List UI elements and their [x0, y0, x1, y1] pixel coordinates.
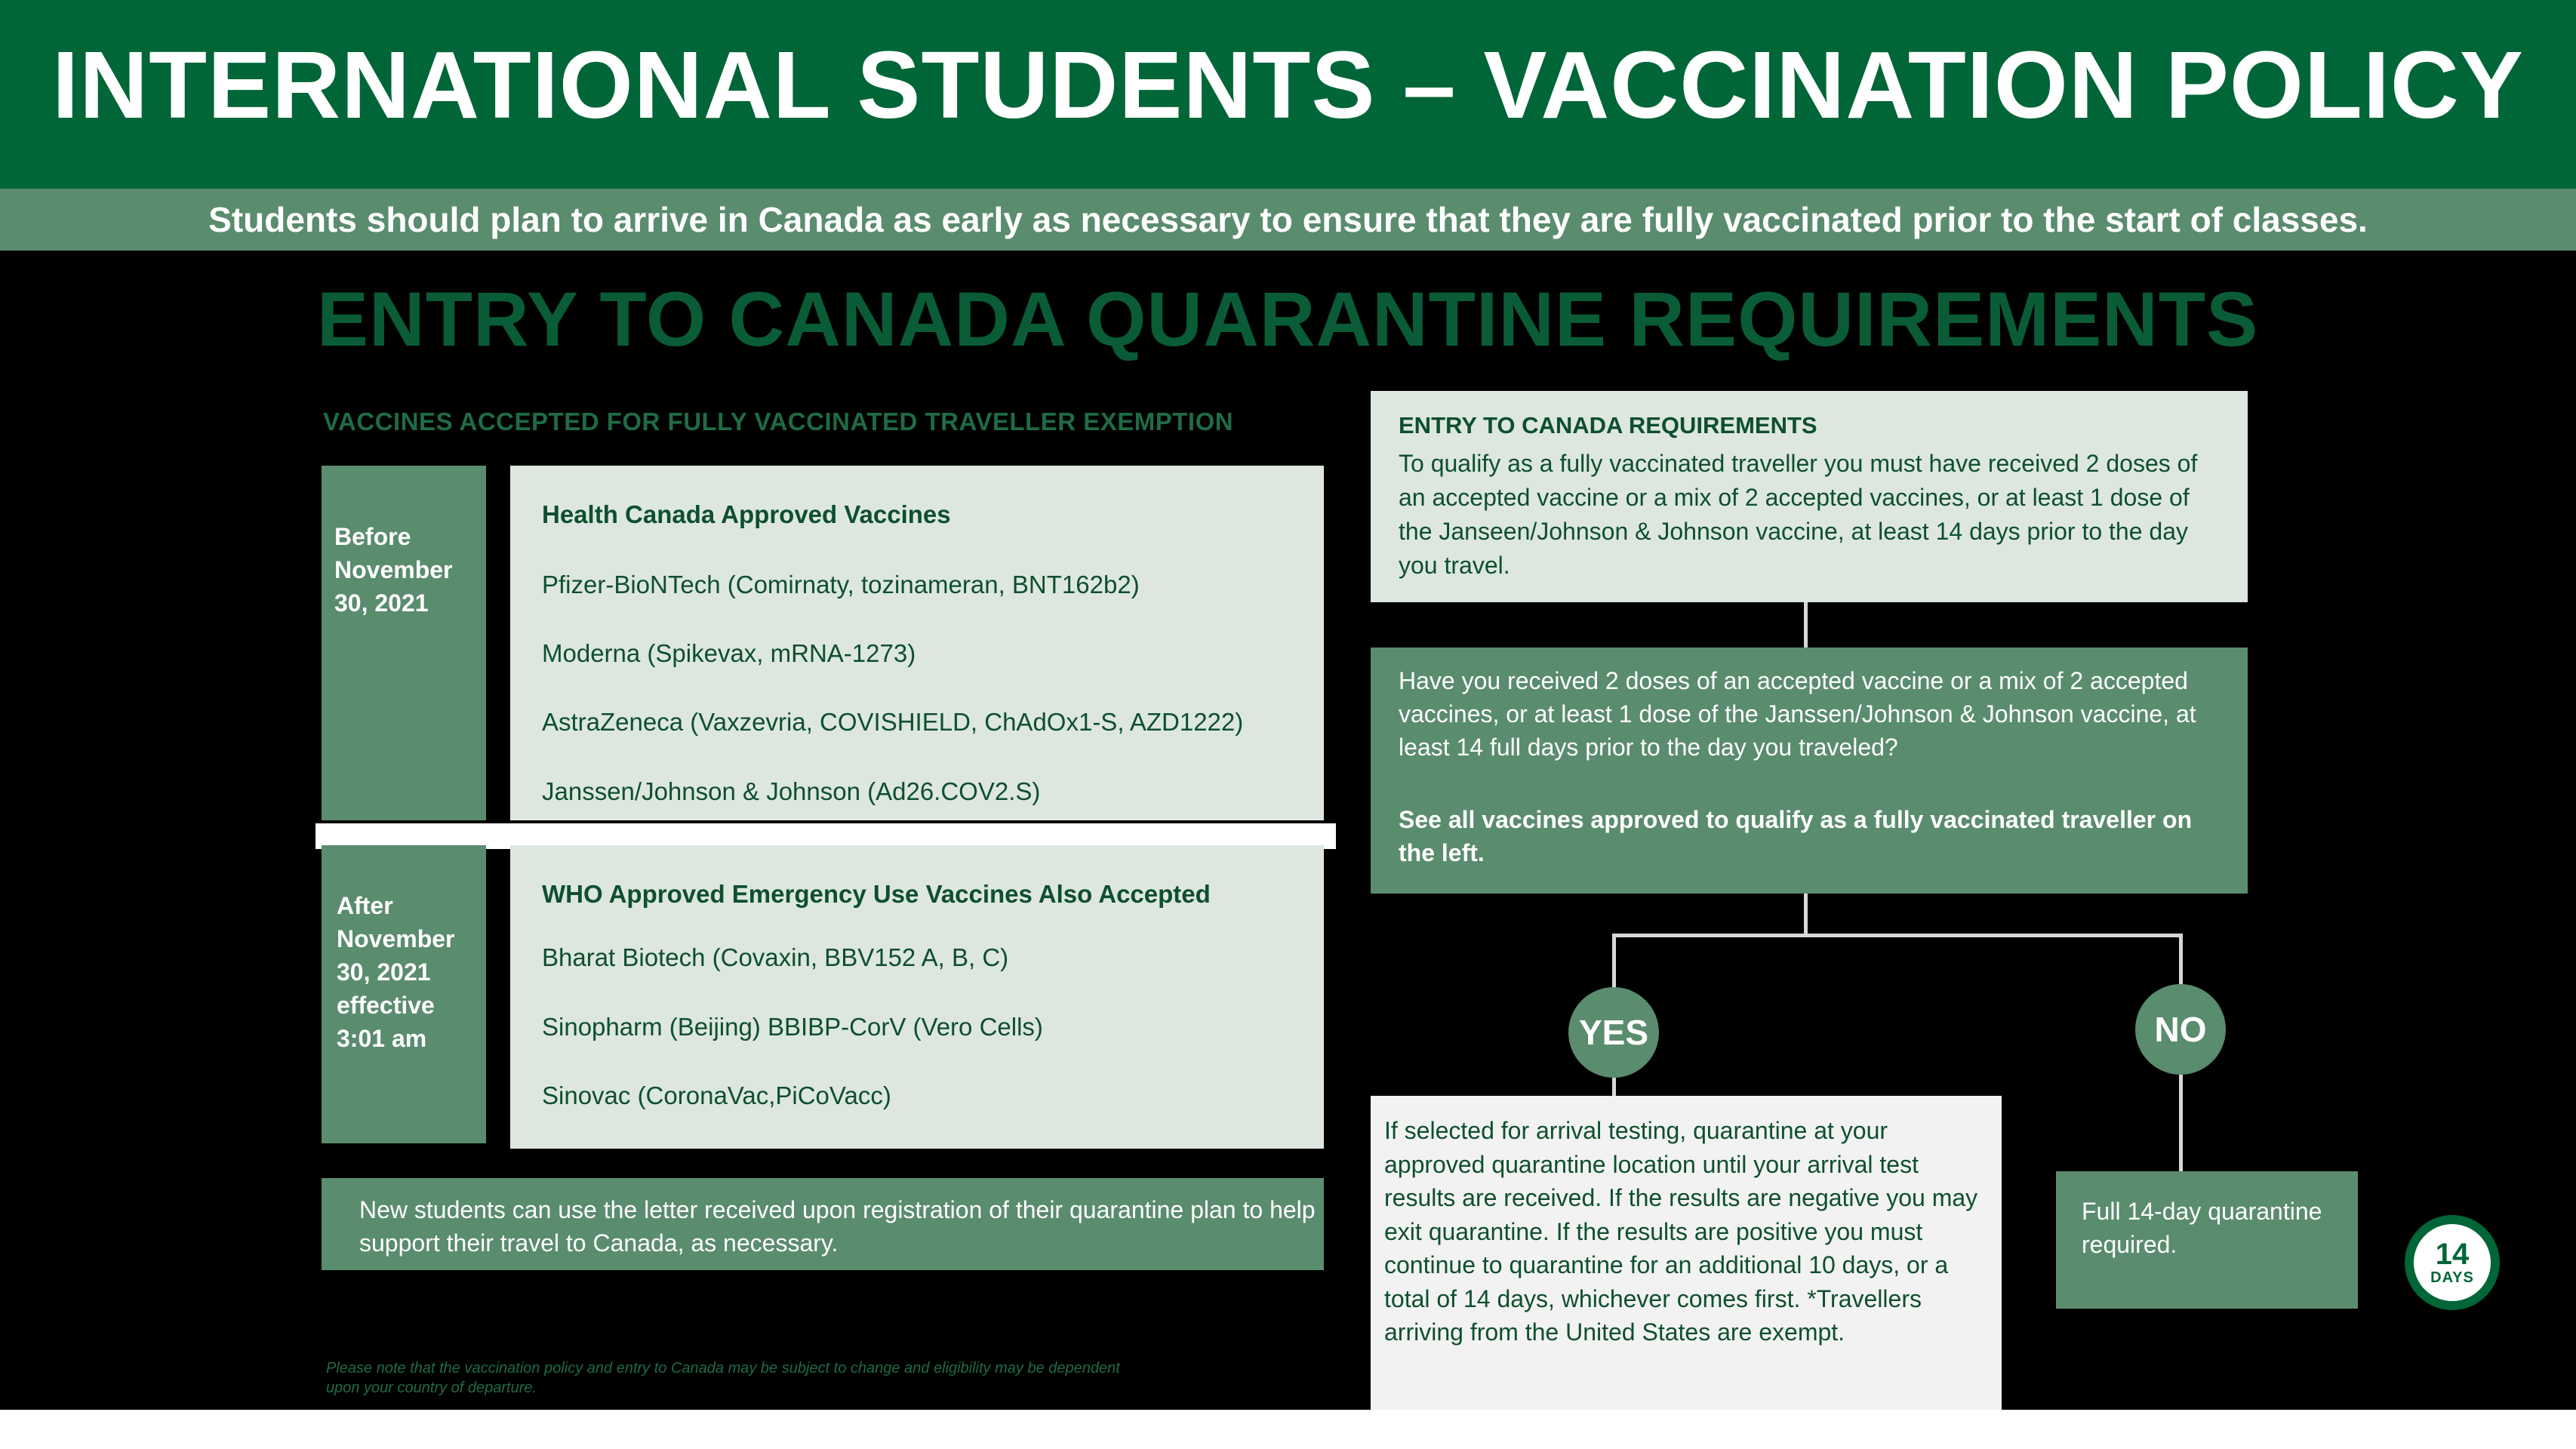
question-note: See all vaccines approved to qualify as a fully vaccinated traveller on the left.: [1399, 806, 2193, 866]
page-title: INTERNATIONAL STUDENTS – VACCINATION POLICY: [52, 32, 2524, 138]
requirements-body: To qualify as a fully vaccinated traveller you must have received 2 doses of an accepted vaccine or a mix of 2 accepted vaccines, or at least 1 dose of the Janseen/Johnson & Johnson vaccine, at least 14 days prior to the day you travel.: [1399, 450, 2198, 579]
date-line: effective: [337, 992, 435, 1019]
health-canada-vaccines-panel: [510, 466, 1324, 820]
vaccine-item: Janssen/Johnson & Johnson (Ad26.COV2.S): [542, 777, 1041, 805]
date-line: 3:01 am: [337, 1025, 427, 1052]
vaccine-item: Sinovac (CoronaVac,PiCoVacc): [542, 1081, 891, 1109]
vaccine-item: AstraZeneca (Vaxzevria, COVISHIELD, ChAdOx1-S, AZD1222): [542, 708, 1244, 736]
before-date-box: [322, 466, 486, 820]
requirements-title: ENTRY TO CANADA REQUIREMENTS: [1399, 412, 1817, 438]
date-line: November: [334, 556, 453, 583]
vaccine-item: Moderna (Spikevax, mRNA-1273): [542, 639, 916, 667]
no-circle: NO: [2135, 984, 2226, 1075]
connector-line: [2179, 1075, 2183, 1171]
section-title: ENTRY TO CANADA QUARANTINE REQUIREMENTS: [317, 276, 2259, 362]
connector-line: [2179, 934, 2183, 985]
date-line: November: [337, 925, 455, 952]
after-date-box: [322, 845, 486, 1143]
days-number: 14: [2435, 1238, 2470, 1271]
vaccines-heading: VACCINES ACCEPTED FOR FULLY VACCINATED TRAVELLER EXEMPTION: [323, 408, 1234, 435]
connector-line: [1804, 894, 1808, 935]
date-line: Before: [334, 523, 411, 550]
date-line: 30, 2021: [337, 958, 431, 986]
banner-text: Students should plan to arrive in Canada as early as necessary to ensure that they are fully vaccinated prior to the start of classes.: [208, 200, 2368, 239]
no-outcome-box: Full 14-day quarantine required.: [2056, 1171, 2358, 1309]
days-badge-inner: [2414, 1224, 2491, 1301]
yes-circle: YES: [1568, 987, 1659, 1078]
letter-note-box: New students can use the letter received upon registration of their quarantine plan to help support their travel to Canada, as necessary.: [322, 1178, 1324, 1270]
vaccine-item: Pfizer-BioNTech (Comirnaty, tozinameran, BNT162b2): [542, 571, 1140, 598]
who-vaccines-panel: [510, 845, 1324, 1149]
question-text: Have you received 2 doses of an accepted vaccine or a mix of 2 accepted vaccines, or at least 1 dose of the Janssen/Johnson & Johnson vaccine, at least 14 full days prior to the day you traveled?: [1399, 667, 2196, 761]
vaccine-item: Bharat Biotech (Covaxin, BBV152 A, B, C): [542, 943, 1009, 971]
connector-line: [1612, 934, 2183, 937]
footer-strip: [0, 1410, 2576, 1449]
connector-line: [1612, 934, 1616, 988]
vaccine-item: Sinopharm (Beijing) BBIBP-CorV (Vero Cells): [542, 1013, 1043, 1041]
date-line: After: [337, 892, 393, 919]
date-line: 30, 2021: [334, 589, 429, 617]
disclaimer-text: Please note that the vaccination policy and entry to Canada may be subject to change and eligibility may be dependent upon your country of departure.: [326, 1360, 1120, 1396]
connector-line: [1804, 602, 1808, 648]
connector-line: [1612, 1078, 1616, 1096]
requirements-box: [1371, 391, 2248, 602]
yes-outcome-box: If selected for arrival testing, quarantine at your approved quarantine location until your arrival test results are received. If the results are negative you may exit quarantine. If the results are positive you must continue to quarantine for an additional 10 days, or a total of 14 days, whichever comes first. *Travellers arriving from the United States are exempt.: [1371, 1096, 2002, 1410]
days-label: DAYS: [2430, 1269, 2474, 1286]
panel-heading: Health Canada Approved Vaccines: [542, 500, 951, 528]
question-box: [1371, 648, 2248, 894]
panel-heading: WHO Approved Emergency Use Vaccines Also Accepted: [542, 880, 1211, 908]
